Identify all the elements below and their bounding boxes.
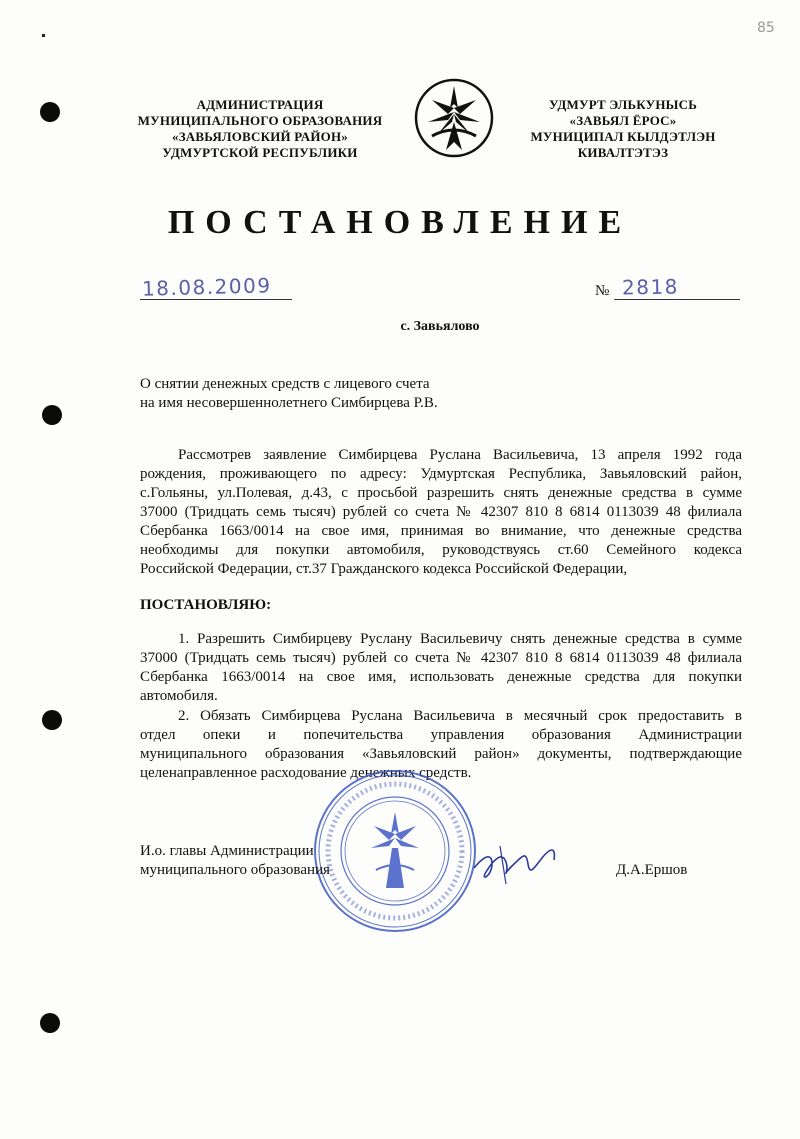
item-2-line: целенаправленное расходование денежных средств. xyxy=(140,765,472,781)
punch-hole xyxy=(42,710,62,730)
preamble-line: Сбербанка 1663/0014 на свое имя, принимая во внимание, что денежные средства xyxy=(140,523,742,539)
number-handwritten: 2818 xyxy=(621,274,680,300)
signer-name: Д.А.Ершов xyxy=(616,862,688,878)
header-left xyxy=(110,97,410,161)
punch-hole xyxy=(40,102,60,122)
subject-block xyxy=(140,375,438,413)
municipal-emblem xyxy=(414,78,494,158)
document-title: ПОСТАНОВЛЕНИЕ xyxy=(167,204,633,241)
official-stamp xyxy=(312,768,478,934)
subject-line: О снятии денежных средств с лицевого счета xyxy=(140,376,430,392)
scan-dot xyxy=(42,34,45,37)
preamble-line: Российской Федерации, ст.37 Гражданского кодекса Российской Федерации, xyxy=(140,561,628,577)
header-left-line: АДМИНИСТРАЦИЯ xyxy=(196,97,324,112)
preamble-line: необходимы для покупки автомобиля, руководствуясь ст.60 Семейного кодекса xyxy=(140,542,742,558)
item-1-line: Сбербанка 1663/0014 на свое имя, использовать денежные средства для покупки xyxy=(140,669,742,685)
header-left-line: «ЗАВЬЯЛОВСКИЙ РАЙОН» xyxy=(172,129,348,144)
item-2-line: отдел опеки и попечительства управления образования Администрации xyxy=(140,727,742,743)
item-1-line: 1. Разрешить Симбирцеву Руслану Васильевичу снять денежные средства в сумме xyxy=(178,631,742,647)
number-line xyxy=(614,275,740,300)
item-2-line: 2. Обязать Симбирцева Руслана Васильевича в месячный срок предоставить в xyxy=(178,708,742,724)
item-1-line: автомобиля. xyxy=(140,688,218,704)
signatory-line: муниципального образования xyxy=(140,862,330,878)
header-right-line: «ЗАВЬЯЛ ЁРОС» xyxy=(569,113,677,128)
header-left-line: УДМУРТСКОЙ РЕСПУБЛИКИ xyxy=(162,145,358,160)
punch-hole xyxy=(42,405,62,425)
header-right-line: КИВАЛТЭТЭЗ xyxy=(577,145,669,160)
preamble-line: с.Гольяны, ул.Полевая, д.43, с просьбой разрешить снять денежные средства в сумме xyxy=(140,485,742,501)
signatory-block xyxy=(140,842,330,880)
date-handwritten: 18.08.2009 xyxy=(141,273,272,301)
resolve-heading: ПОСТАНОВЛЯЮ: xyxy=(140,597,272,613)
signatory-line: И.о. главы Администрации xyxy=(140,843,314,859)
header-right xyxy=(508,97,738,161)
punch-hole xyxy=(40,1013,60,1033)
number-label: № xyxy=(595,283,610,299)
item-2-line: муниципального образования «Завьяловский район» документы, подтверждающие xyxy=(140,746,742,762)
subject-line: на имя несовершеннолетнего Симбирцева Р.В. xyxy=(140,395,438,411)
item-1-paragraph xyxy=(140,630,742,706)
header-right-line: УДМУРТ ЭЛЬКУНЫСЬ xyxy=(548,97,698,112)
item-1-line: 37000 (Тридцать семь тысяч) рублей со счета № 42307 810 8 6814 0113039 48 филиала xyxy=(140,650,742,666)
preamble-line: Рассмотрев заявление Симбирцева Руслана Васильевича, 13 апреля 1992 года xyxy=(178,447,742,463)
handwritten-signature xyxy=(470,838,560,888)
date-line xyxy=(140,275,292,300)
place-name: с. Завьялово xyxy=(400,319,480,334)
page-number: 85 xyxy=(757,20,775,36)
preamble-line: 37000 (Тридцать семь тысяч) рублей со счета № 42307 810 8 6814 0113039 48 филиала xyxy=(140,504,742,520)
header-right-line: МУНИЦИПАЛ КЫЛДЭТЛЭН xyxy=(530,129,716,144)
header-left-line: МУНИЦИПАЛЬНОГО ОБРАЗОВАНИЯ xyxy=(137,113,383,128)
preamble-paragraph xyxy=(140,446,742,579)
preamble-line: рождения, проживающего по адресу: Удмуртская Республика, Завьяловский район, xyxy=(140,466,742,482)
